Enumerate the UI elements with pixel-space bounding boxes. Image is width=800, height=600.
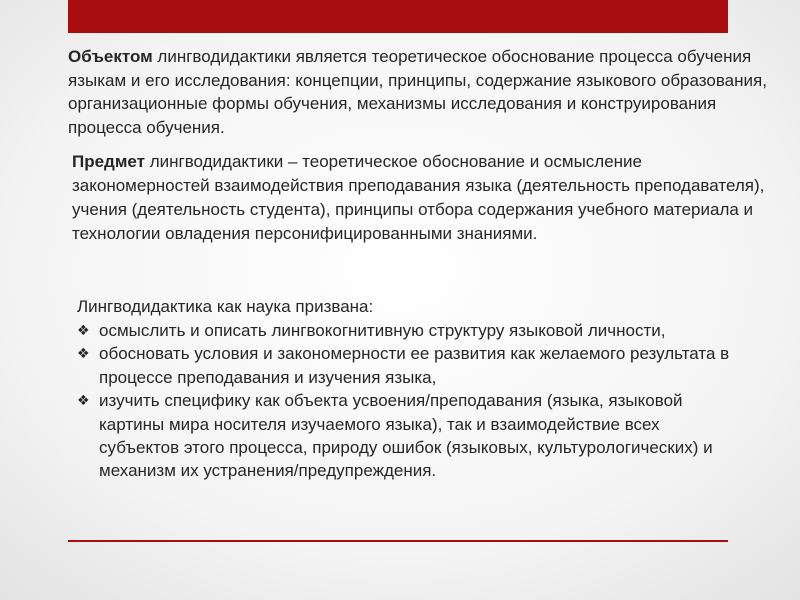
science-section (77, 295, 737, 483)
header-accent-bar (68, 0, 728, 33)
footer-divider (68, 540, 728, 542)
checkmark-bullet-icon: ❖ (77, 322, 90, 338)
list-item (77, 389, 737, 483)
checkmark-bullet-icon: ❖ (77, 345, 90, 362)
science-bullet-list (77, 319, 737, 483)
list-item (77, 342, 737, 389)
object-lead-word: Объектом (68, 47, 153, 66)
checkmark-bullet-icon: ❖ (77, 392, 90, 409)
object-paragraph (68, 45, 768, 139)
list-item (77, 319, 737, 342)
list-item-text: изучить специфику как объекта усвоения/преподавания (языка, языковой картины мира носителя изучаемого языка), так и взаимодействие всех субъектов этого процесса, природу ошибок (языковых, культурологических) и механизм их устранения/предупреждения. (99, 391, 713, 481)
subject-lead-word: Предмет (72, 152, 145, 171)
subject-paragraph (72, 150, 772, 246)
science-intro: Лингводидактика как наука призвана: (77, 297, 374, 316)
object-text: лингводидактики является теоретическое обоснование процесса обучения языкам и его исследования: концепции, принципы, содержание языкового образования, организационные формы обучения, механизмы исследования и конструирования процесса обучения. (68, 47, 767, 137)
list-item-text: осмыслить и описать лингвокогнитивную структуру языковой личности, (99, 321, 666, 340)
subject-text: лингводидактики – теоретическое обоснование и осмысление закономерностей взаимодействия преподавания языка (деятельность преподавателя), учения (деятельность студента), принципы отбора содержания учебного материала и технологии овладения персонифицированными знаниями. (72, 152, 765, 243)
list-item-text: обосновать условия и закономерности ее развития как желаемого результата в процессе преподавания и изучения языка, (99, 344, 730, 387)
